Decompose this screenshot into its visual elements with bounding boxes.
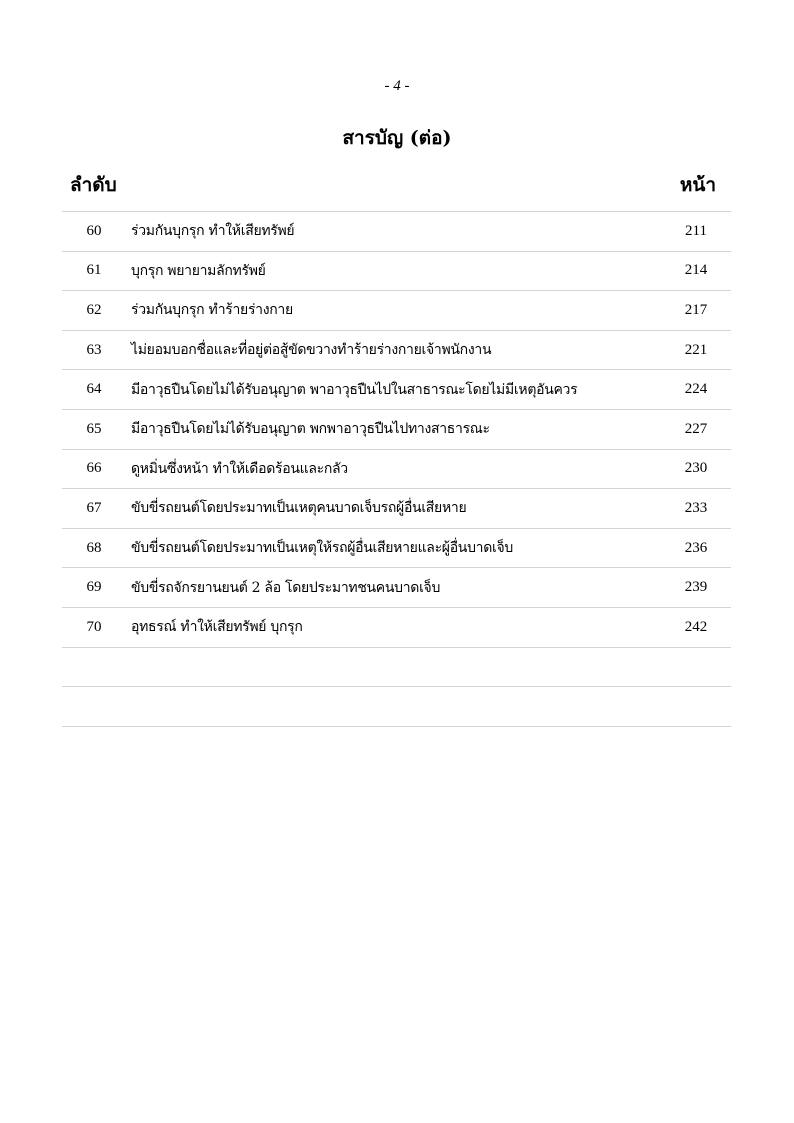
toc-row-number: 63: [86, 341, 102, 358]
toc-row-page: 214: [684, 262, 708, 279]
toc-row-number: 60: [86, 222, 102, 239]
toc-row-page: 221: [684, 341, 708, 358]
toc-row-title: ขับขี่รถยนต์โดยประมาทเป็นเหตุคนบาดเจ็บรถผู้อื่นเสียหาย: [131, 500, 467, 517]
toc-row-page: 211: [685, 222, 707, 239]
toc-row: [62, 252, 731, 292]
toc-row-number: 61: [86, 262, 102, 279]
toc-row-title: อุทธรณ์ ทำให้เสียทรัพย์ บุกรุก: [131, 619, 303, 636]
page-column-header: หน้า: [679, 174, 716, 196]
toc-row: [62, 370, 731, 410]
toc-row-page: 217: [684, 301, 708, 318]
toc-row-page: 227: [684, 420, 708, 437]
toc-row: [62, 648, 731, 688]
toc-row: [62, 450, 731, 490]
toc-row-page: 233: [684, 499, 708, 516]
page-number: - 4 -: [384, 78, 410, 94]
toc-row-title: ไม่ยอมบอกชื่อและที่อยู่ต่อสู้ขัดขวางทำร้ายร่างกายเจ้าพนักงาน: [131, 342, 492, 359]
toc-row-title: บุกรุก พยายามลักทรัพย์: [131, 262, 266, 279]
toc-row-title: ขับขี่รถยนต์โดยประมาทเป็นเหตุให้รถผู้อื่นเสียหายและผู้อื่นบาดเจ็บ: [131, 540, 513, 557]
toc-row-page: 224: [684, 381, 708, 398]
toc-row-page: 236: [684, 539, 708, 556]
toc-row: [62, 291, 731, 331]
toc-row-number: 69: [86, 579, 102, 596]
toc-row-page: 242: [684, 618, 708, 635]
toc-row: [62, 529, 731, 569]
toc-row: [62, 410, 731, 450]
toc-row-title: ร่วมกันบุกรุก ทำร้ายร่างกาย: [131, 302, 293, 319]
toc-row: [62, 212, 731, 252]
toc-row: [62, 489, 731, 529]
toc-row: [62, 568, 731, 608]
toc-row: [62, 608, 731, 648]
toc-row-title: ดูหมิ่นซึ่งหน้า ทำให้เดือดร้อนและกลัว: [131, 460, 348, 477]
toc-row-number: 64: [86, 381, 102, 398]
toc-row-title: มีอาวุธปืนโดยไม่ได้รับอนุญาต พาอาวุธปืนไปในสาธารณะโดยไม่มีเหตุอันควร: [131, 381, 578, 398]
toc-row-number: 68: [86, 539, 102, 556]
toc-row-number: 62: [86, 301, 102, 318]
toc-row-title: ร่วมกันบุกรุก ทำให้เสียทรัพย์: [131, 223, 295, 240]
toc-row-page: 239: [684, 579, 708, 596]
toc-row-title: มีอาวุธปืนโดยไม่ได้รับอนุญาต พกพาอาวุธปืนไปทางสาธารณะ: [131, 421, 490, 438]
toc-row-number: 66: [86, 460, 102, 477]
toc-row-number: 67: [86, 499, 102, 516]
page-title: สารบัญ (ต่อ): [342, 127, 452, 149]
toc-row-title: ขับขี่รถจักรยานยนต์ 2 ล้อ โดยประมาทชนคนบาดเจ็บ: [131, 579, 441, 596]
toc-row-number: 70: [86, 618, 102, 635]
order-column-header: ลำดับ: [70, 174, 117, 196]
toc-row: [62, 687, 731, 727]
toc-row: [62, 331, 731, 371]
toc-row-number: 65: [86, 420, 102, 437]
toc-table: [62, 211, 731, 727]
toc-row-page: 230: [684, 460, 708, 477]
